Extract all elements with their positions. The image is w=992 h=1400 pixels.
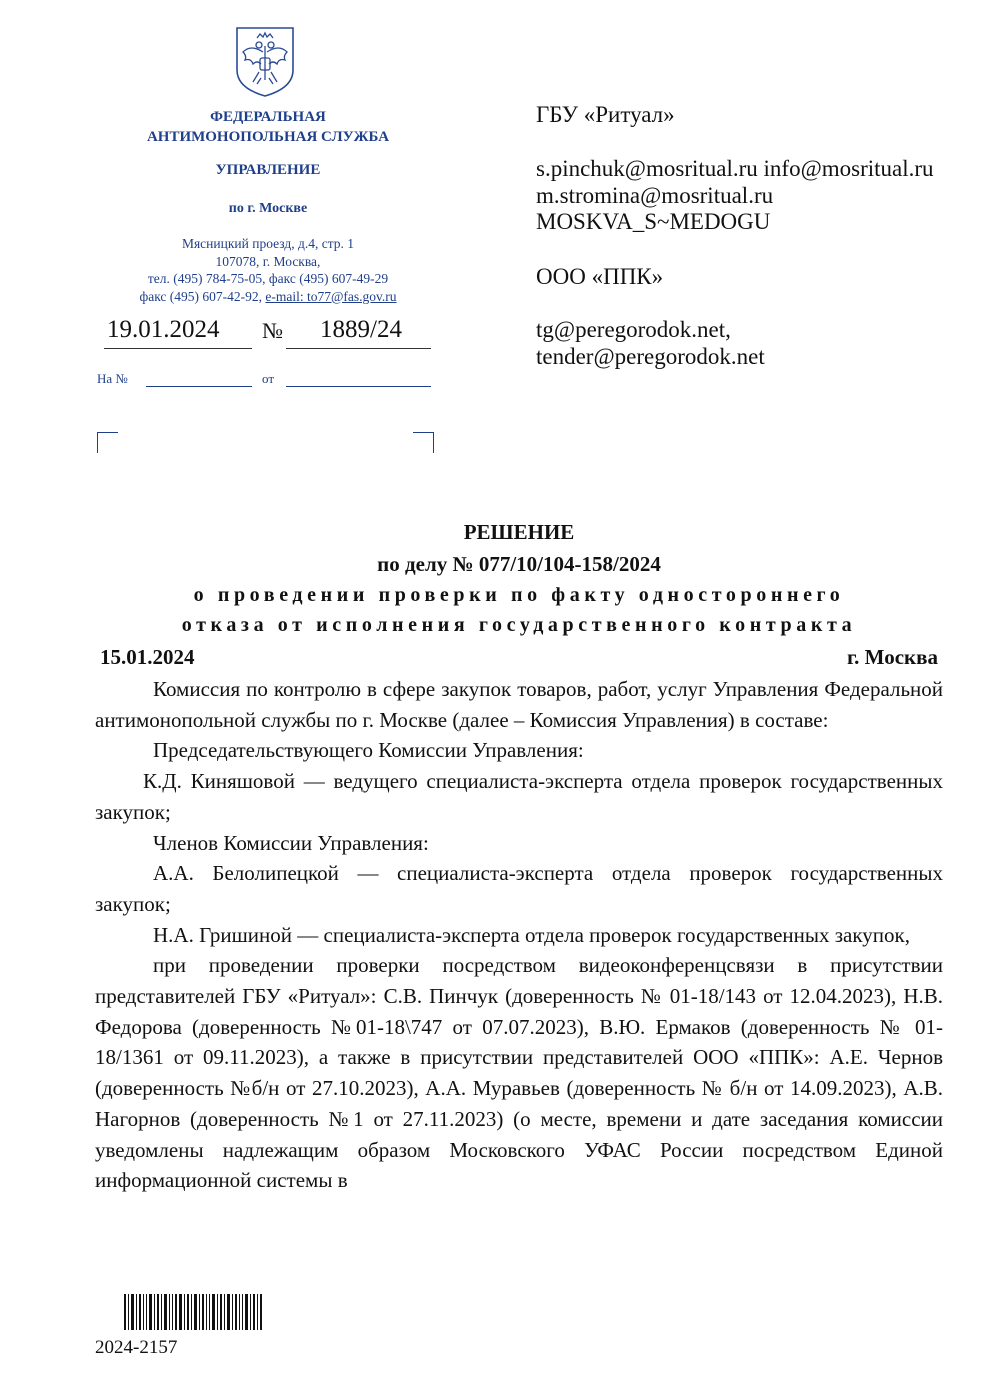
reference-date-label: от — [262, 371, 275, 386]
recipient-email-line3: MOSKVA_S~MEDOGU — [536, 209, 771, 234]
case-number: по делу № 077/10/104-158/2024 — [377, 552, 661, 576]
recipient-ooo-ppk: ООО «ППК» — [536, 264, 664, 289]
address-corner-right — [413, 432, 434, 453]
document-subtitle-line2: отказа от исполнения государственного контракта — [181, 614, 857, 636]
body-paragraph-participants: при проведении проверки посредством видеоконференцсвязи в присутствии представителей ГБУ «Ритуал»: С.В. Пинчук (доверенность № 01-18/143 от 12.04.2023), Н.В. Федорова (доверенность №01-18\747 от 07.07.2023), В.Ю. Ермаков (доверенность № 01-18/1361 от 09.11.2023), а также в присутствии представителей ООО «ППК»: А.Е. Чернов (доверенность №б/н от 27.10.2023), А.А. Муравьев (доверенность № б/н от 14.09.2023), А.В. Нагорнов (доверенность №1 от 27.11.2023) (о месте, времени и дате заседания комиссии уведомлены надлежащим образом Московского УФАС России посредством Единой информационной системы в — [95, 953, 943, 1193]
document-body — [95, 674, 943, 1196]
agency-line2: АНТИМОНОПОЛЬНАЯ СЛУЖБА — [146, 129, 390, 145]
reference-number-line — [146, 386, 252, 387]
address-corner-left — [97, 432, 118, 453]
body-paragraph-commission: Комиссия по контролю в сфере закупок товаров, работ, услуг Управления Федеральной антимонопольной службы по г. Москве (далее – Комиссия Управления) в составе: — [95, 677, 943, 732]
body-paragraph-chair: К.Д. Киняшовой — ведущего специалиста-эксперта отдела проверок государственных закупок; — [95, 769, 943, 824]
recipient-email-line1: s.pinchuk@mosritual.ru info@mosritual.ru — [536, 156, 934, 181]
agency-line1: ФЕДЕРАЛЬНАЯ — [210, 109, 326, 125]
address-line4 — [100, 288, 436, 306]
decision-date: 15.01.2024 — [100, 645, 195, 669]
registration-date-underline — [104, 348, 252, 349]
agency-address — [100, 235, 436, 305]
agency-name — [118, 107, 418, 147]
registration-number-underline — [286, 348, 431, 349]
department-city: по г. Москве — [228, 201, 308, 216]
recipient-email-line2: m.stromina@mosritual.ru — [536, 182, 774, 208]
body-paragraph-member1: А.А. Белолипецкой — специалиста-эксперта отдела проверок государственных закупок; — [95, 861, 943, 916]
russian-coat-of-arms-icon — [233, 26, 297, 98]
recipient-gbu-emails — [536, 156, 934, 236]
recipient-ppk-email-line2: tender@peregorodok.net — [536, 343, 765, 369]
body-paragraph-chair-heading: Председательствующего Комиссии Управления: — [153, 738, 584, 763]
registration-number: 1889/24 — [320, 316, 402, 343]
document-subtitle-line1: о проведении проверки по факту одностороннего — [193, 584, 845, 606]
reference-date-line — [286, 386, 431, 387]
body-paragraph-members-heading: Членов Комиссии Управления: — [153, 830, 429, 855]
document-title: РЕШЕНИЕ — [463, 520, 575, 544]
address-email-link[interactable]: e-mail: to77@fas.gov.ru — [265, 288, 397, 304]
recipient-gbu-ritual: ГБУ «Ритуал» — [536, 102, 675, 127]
decision-city: г. Москва — [847, 645, 938, 669]
barcode-icon — [124, 1294, 262, 1330]
address-line2: 107078, г. Москва, — [215, 253, 321, 269]
department-label: УПРАВЛЕНИЕ — [215, 162, 321, 178]
address-line3: тел. (495) 784-75-05, факс (495) 607-49-29 — [147, 271, 389, 286]
recipient-ppk-email-line1: tg@peregorodok.net, — [536, 317, 731, 342]
body-paragraph-member2: Н.А. Гришиной — специалиста-эксперта отдела проверок государственных закупок, — [153, 922, 910, 947]
recipient-ppk-emails — [536, 317, 765, 370]
address-line1: Мясницкий проезд, д.4, стр. 1 — [181, 236, 355, 251]
reference-number-label: На № — [97, 371, 128, 386]
document-barcode-number: 2024-2157 — [95, 1337, 178, 1358]
address-fax: факс (495) 607-42-92, — [139, 288, 266, 304]
registration-number-label: № — [262, 318, 283, 343]
registration-date: 19.01.2024 — [107, 316, 220, 343]
